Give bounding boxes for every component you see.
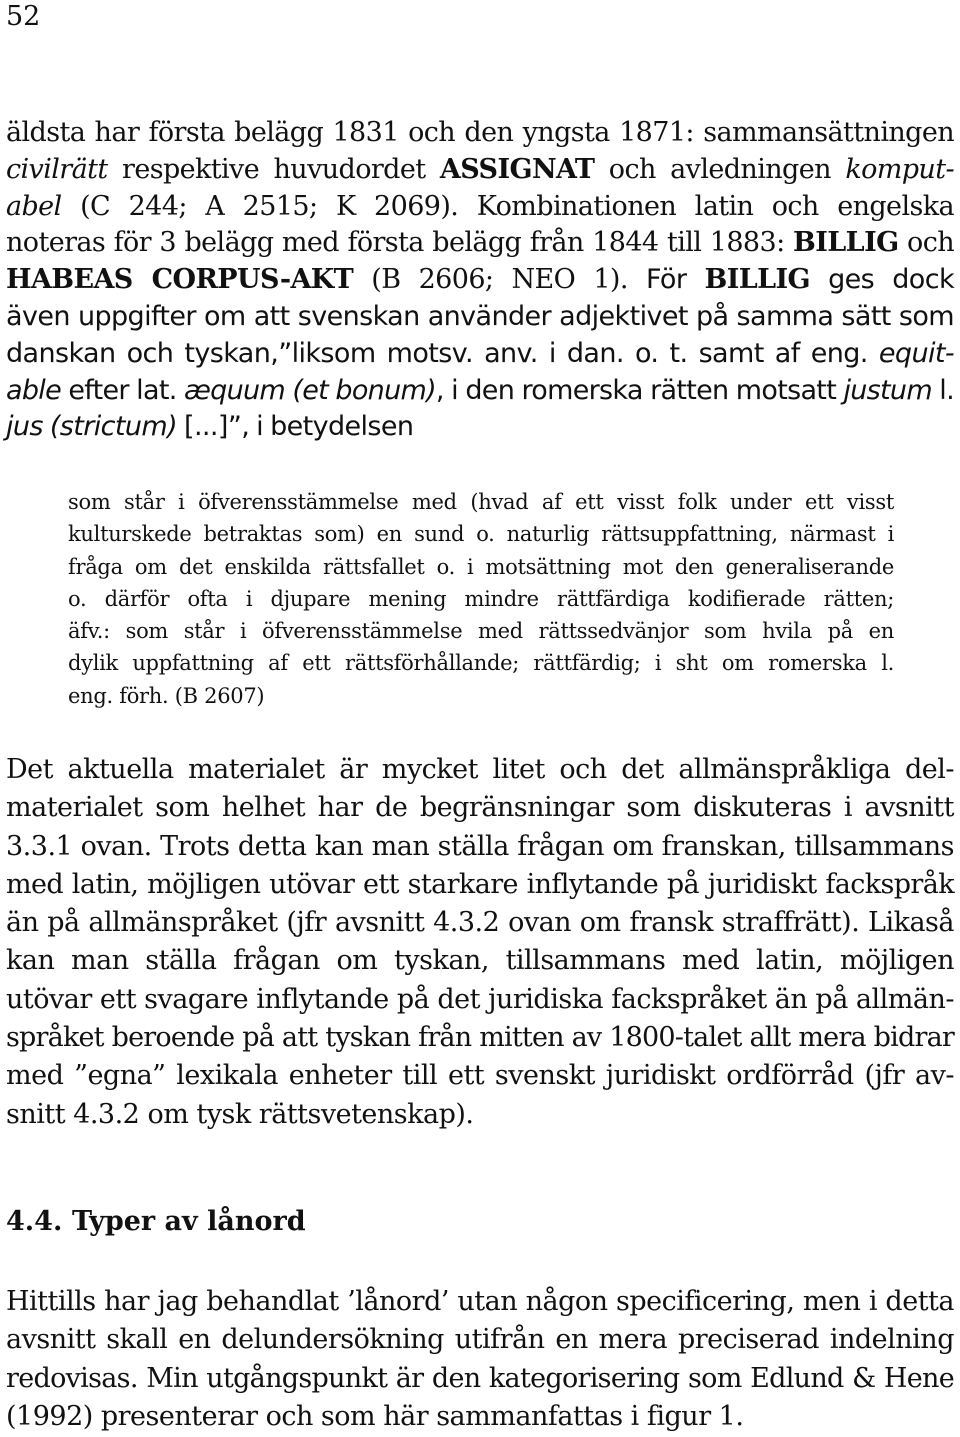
text-line: kan man ställa frågan om tyskan, tillsammans med latin, möjligen xyxy=(6,945,954,977)
section-heading xyxy=(6,1202,306,1242)
quote-line: eng. förh. (B 2607) xyxy=(68,683,265,708)
text-line: Det aktuella materialet är mycket litet och det allmänspråkliga del- xyxy=(6,754,954,785)
quote-line: kulturskede betraktas som) en sund o. naturlig rättsuppfattning, närmast i xyxy=(68,522,894,547)
text-line: med ”egna” lexikala enheter till ett svenskt juridiskt ordförråd (jfr av- xyxy=(6,1060,954,1092)
text-line: able efter lat. æquum (et bonum), i den romerska rätten motsatt justum l. xyxy=(6,374,954,406)
paragraph-material-discussion xyxy=(6,751,954,1134)
section-number: 4.4. xyxy=(6,1206,63,1237)
text-line: utövar ett svagare inflytande på det juridiska fackspråket än på allmän- xyxy=(6,983,954,1015)
text-line: jus (strictum) [...]”, i betydelsen xyxy=(6,411,414,443)
quote-line: dylik uppfattning af ett rättsförhållande; rättfärdig; i sht om romerska l. xyxy=(68,651,894,676)
text-line: HABEAS CORPUS-AKT (B 2606; NEO 1). För BILLIG ges dock xyxy=(6,264,954,296)
text-line: redovisas. Min utgångspunkt är den kategorisering som Edlund & Hene xyxy=(6,1362,954,1394)
text-line: med latin, möjligen utövar ett starkare inflytande på juridiskt fackspråk xyxy=(6,868,954,900)
quote-line: äfv.: som står i öfverensstämmelse med rättssedvänjor som hvila på en xyxy=(68,619,894,644)
headword-assignat: ASSIGNAT xyxy=(439,153,595,185)
text-line: snitt 4.3.2 om tysk rättsvetenskap). xyxy=(6,1098,474,1130)
page-number: 52 xyxy=(6,1,41,32)
text-line: danskan och tyskan,”liksom motsv. anv. i dan. o. t. samt af eng. equit- xyxy=(6,337,954,369)
text-line: äldsta har första belägg 1831 och den yngsta 1871: sammansättningen xyxy=(6,117,954,148)
text-line: materialet som helhet har de begränsningar som diskuteras i avsnitt xyxy=(6,792,954,824)
headword-habeas-corpus-akt: HABEAS CORPUS-AKT xyxy=(6,264,354,296)
quote-line: fråga om det enskilda rättsfallet o. i motsättning mot den generaliserande xyxy=(68,554,894,579)
paragraph-loanword-types xyxy=(6,1283,954,1437)
headword-billig: BILLIG xyxy=(704,264,810,296)
paragraph-loanword-dates xyxy=(6,115,954,446)
text-line: abel (C 244; A 2515; K 2069). Kombinationen latin och engelska xyxy=(6,190,954,222)
text-line: avsnitt skall en delundersökning utifrån en mera preciserad indelning xyxy=(6,1324,954,1356)
text-line: civilrätt respektive huvudordet ASSIGNAT och avledningen komput- xyxy=(6,153,954,185)
quote-line: som står i öfverensstämmelse med (hvad af ett visst folk under ett visst xyxy=(68,490,894,514)
text-line: än på allmänspråket (jfr avsnitt 4.3.2 ovan om fransk straffrätt). Likaså xyxy=(6,907,954,939)
quote-line: o. därför ofta i djupare mening mindre rättfärdiga kodifierade rätten; xyxy=(68,586,894,611)
text-line: även uppgifter om att svenskan använder adjektivet på samma sätt som xyxy=(6,300,954,332)
text-line: (1992) presenterar och som här sammanfattas i figur 1. xyxy=(6,1401,744,1433)
block-quote xyxy=(68,486,894,712)
text-line: Hittills har jag behandlat ’lånord’ utan någon specificering, men i detta xyxy=(6,1286,954,1317)
headword-billig: BILLIG xyxy=(793,227,899,259)
text-line: språket beroende på att tyskan från mitten av 1800-talet allt mera bidrar xyxy=(6,1022,954,1054)
text-line: noteras för 3 belägg med första belägg från 1844 till 1883: BILLIG och xyxy=(6,227,954,259)
text-line: 3.3.1 ovan. Trots detta kan man ställa frågan om franskan, tillsammans xyxy=(6,830,954,862)
section-title: Typer av lånord xyxy=(72,1206,306,1237)
